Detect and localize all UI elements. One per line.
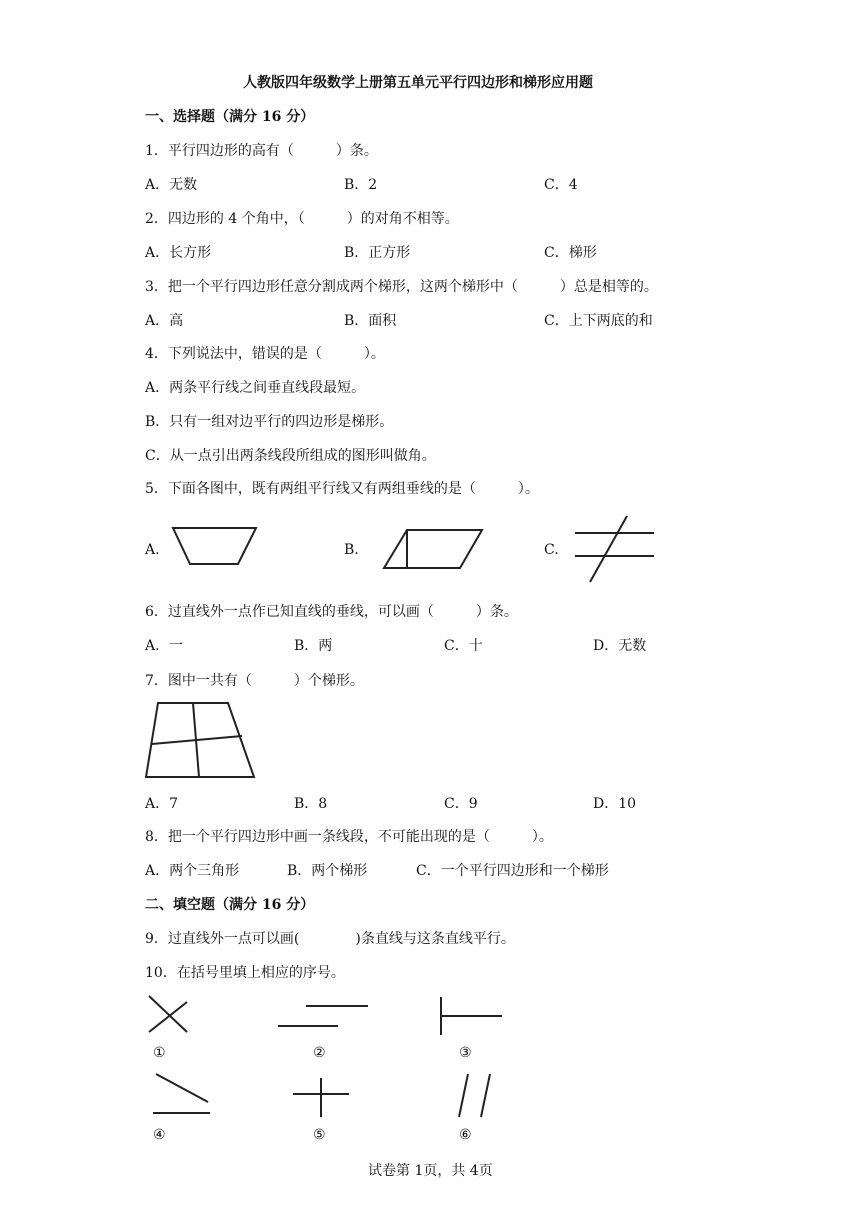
- q6-option-a: A．一: [145, 638, 184, 654]
- q4-option-c: C．从一点引出两条线段所组成的图形叫做角。: [145, 448, 436, 464]
- q7-option-a: A．7: [145, 796, 179, 812]
- q1-option-a: A．无数: [145, 177, 198, 193]
- q10-figure-3-perpendicular-lines: [436, 994, 506, 1040]
- q10-figure-1-crossing-lines: [145, 992, 191, 1038]
- q10-figure-5-cross-lines: [290, 1075, 352, 1119]
- q10-label-2: ②: [313, 1045, 326, 1061]
- q5-option-c: C.: [544, 542, 559, 558]
- q5-option-b: B.: [344, 542, 359, 558]
- q5-figure-b-parallelogram: [380, 527, 486, 573]
- q7-stem: 7．图中一共有（ ）个梯形。: [145, 673, 364, 689]
- q5-option-a: A.: [145, 542, 160, 558]
- q3-option-c: C．上下两底的和: [544, 313, 653, 329]
- q4-option-b: B．只有一组对边平行的四边形是梯形。: [145, 414, 394, 430]
- q3-option-b: B．面积: [344, 313, 397, 329]
- q9-stem: 9．过直线外一点可以画( )条直线与这条直线平行。: [145, 931, 515, 947]
- q3-option-a: A．高: [145, 313, 184, 329]
- q5-figure-a-trapezoid: [170, 525, 262, 570]
- q10-stem: 10．在括号里填上相应的序号。: [145, 965, 345, 981]
- q1-option-c: C．4: [544, 177, 578, 193]
- q2-option-a: A．长方形: [145, 245, 212, 261]
- q8-stem: 8．把一个平行四边形中画一条线段，不可能出现的是（ ）。: [145, 829, 553, 845]
- page-title: 人教版四年级数学上册第五单元平行四边形和梯形应用题: [243, 75, 593, 91]
- q6-option-c: C．十: [444, 638, 483, 654]
- q5-stem: 5．下面各图中，既有两组平行线又有两组垂线的是（ ）。: [145, 481, 539, 497]
- q10-label-1: ①: [153, 1045, 166, 1061]
- q3-stem: 3．把一个平行四边形任意分割成两个梯形，这两个梯形中（ ）总是相等的。: [145, 279, 658, 295]
- q8-option-b: B．两个梯形: [287, 863, 368, 879]
- q6-option-d: D．无数: [593, 638, 647, 654]
- q2-option-b: B．正方形: [344, 245, 411, 261]
- q6-stem: 6．过直线外一点作已知直线的垂线，可以画（ ）条。: [145, 604, 518, 620]
- q10-figure-2-offset-lines: [276, 1000, 372, 1032]
- q7-option-b: B．8: [294, 796, 328, 812]
- q10-figure-6-parallel-lines: [454, 1071, 496, 1121]
- q4-stem: 4．下列说法中，错误的是（ ）。: [145, 346, 385, 362]
- q8-option-a: A．两个三角形: [145, 863, 240, 879]
- q2-stem: 2．四边形的 4 个角中，（ ）的对角不相等。: [145, 211, 459, 227]
- section-fill-heading: 二、填空题（满分 16 分）: [145, 897, 315, 913]
- q10-label-3: ③: [459, 1045, 472, 1061]
- q10-label-5: ⑤: [313, 1127, 326, 1143]
- page-footer: 试卷第 1页，共 4页: [368, 1163, 493, 1179]
- q10-label-6: ⑥: [459, 1127, 472, 1143]
- q8-option-c: C．一个平行四边形和一个梯形: [416, 863, 609, 879]
- q7-option-c: C．9: [444, 796, 478, 812]
- q7-option-d: D．10: [593, 796, 637, 812]
- q2-option-c: C．梯形: [544, 245, 597, 261]
- q1-option-b: B．2: [344, 177, 378, 193]
- section-choice-heading: 一、选择题（满分 16 分）: [145, 109, 315, 125]
- q5-figure-c-parallel-lines: [570, 512, 658, 586]
- q7-figure-trapezoid-grid: [143, 698, 259, 784]
- q4-option-a: A．两条平行线之间垂直线段最短。: [145, 380, 366, 396]
- q10-label-4: ④: [153, 1127, 166, 1143]
- q10-figure-4-intersecting-lines: [150, 1070, 214, 1118]
- q6-option-b: B．两: [294, 638, 333, 654]
- q1-stem: 1．平行四边形的高有（ ）条。: [145, 143, 378, 159]
